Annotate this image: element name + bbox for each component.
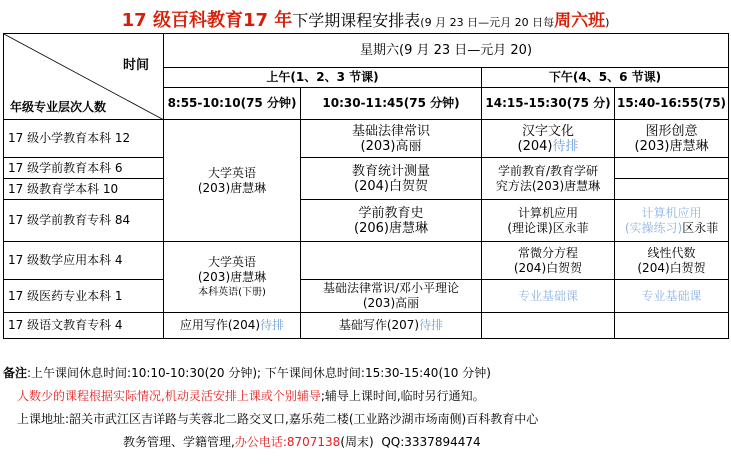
cell-empty-1 <box>615 158 729 179</box>
law-deng-course: 基础法律常识/邓小平理论 <box>322 281 460 295</box>
cell-english-b <box>164 242 301 313</box>
row-label-math: 17 级数学应用本科 4 <box>4 242 164 280</box>
cell-applied-writing <box>164 313 301 339</box>
applied-writing-course: 应用写作(204) <box>179 318 261 332</box>
cell-empty-4 <box>482 313 615 339</box>
morning-header: 上午(1、2、3 节课) <box>164 68 482 88</box>
english-b-note: 本科英语(下册) <box>198 286 266 298</box>
tutoring-note: ;辅导上课时间,临时另行通知。 <box>320 389 485 403</box>
title-every: 每 <box>543 16 555 29</box>
title-brand: 百科教育 <box>170 10 243 31</box>
cell-empty-5 <box>615 313 729 339</box>
slot-2: 10:30-11:45(75 分钟) <box>301 88 482 120</box>
cell-major-2: 专业基础课 <box>615 280 729 313</box>
row-label-medicine: 17 级医药专业本科 1 <box>4 280 164 313</box>
row-label-preschool-bachelor: 17 级学前教育本科 6 <box>4 158 164 179</box>
flexible-note: 人数少的课程根据实际情况,机动灵活安排上课或个别辅导 <box>17 389 321 403</box>
cell-basic-writing <box>301 313 482 339</box>
basic-writing-pending: 待排 <box>419 318 444 332</box>
cell-graphic <box>615 120 729 158</box>
day-header: 星期六(9 月 23 日—元月 20) <box>164 34 729 68</box>
title-middle: 下学期课程安排表 <box>292 11 421 30</box>
cell-empty-3 <box>301 242 482 280</box>
cell-major-1: 专业基础课 <box>482 280 615 313</box>
notes-label: 备注 <box>3 366 28 380</box>
cell-chinese <box>482 120 615 158</box>
row-label-chinese-edu: 17 级语文教育专科 4 <box>4 313 164 339</box>
cell-linalg <box>615 242 729 280</box>
applied-writing-pending: 待排 <box>260 318 285 332</box>
page-title <box>0 6 731 32</box>
chinese-pending: 待排 <box>552 138 579 154</box>
schedule-table <box>3 33 729 339</box>
row-label-education: 17 级教育学本科 10 <box>4 179 164 200</box>
slot-4: 15:40-16:55(75) <box>615 88 729 120</box>
corner-time-label: 时间 <box>122 58 149 73</box>
note-flexible <box>3 385 728 408</box>
english-a-teacher: (203)唐慧琳 <box>197 180 267 195</box>
note-address: 上课地址:韶关市武江区吉详路与芙蓉北二路交叉口,嘉乐苑二楼(工业路沙湖市场南侧)百科教育中心 <box>17 412 539 426</box>
stats-teacher: (204)白贺贺 <box>354 178 428 194</box>
phone-label: 办公电话: <box>234 435 287 449</box>
law-deng-teacher: (203)高丽 <box>362 296 420 310</box>
break-times: :上午课间休息时间:10:10-10:30(20 分钟); 下午课间休息时间:15:30-15:40(10 分钟) <box>27 366 491 380</box>
diffeq-course: 常微分方程 <box>517 245 578 260</box>
row-label-primary: 17 级小学教育本科 12 <box>4 120 164 158</box>
cell-english-a <box>164 120 301 242</box>
law-course: 基础法律常识 <box>351 123 430 139</box>
management-label: 教务管理、学籍管理, <box>123 435 235 449</box>
note-breaks <box>3 362 728 385</box>
chinese-room: (204) <box>517 138 553 154</box>
cell-law-deng <box>301 280 482 313</box>
cell-computer-practice <box>615 200 729 242</box>
law-teacher: (203)高丽 <box>360 138 422 154</box>
title-range: (9 月 23 日—元月 20 日 <box>420 16 544 29</box>
basic-writing-course: 基础写作(207) <box>338 318 420 332</box>
english-a-course: 大学英语 <box>207 165 256 180</box>
computer-practice-note: (实操练习) <box>624 220 683 235</box>
cell-stats <box>301 158 482 200</box>
research-course: 学前教育/教育学研 <box>497 163 599 178</box>
cell-preschool-history <box>301 200 482 242</box>
computer-practice-course: 计算机应用 <box>641 205 702 220</box>
linalg-teacher: (204)白贺贺 <box>637 260 706 275</box>
corner-header <box>4 34 164 120</box>
preschool-history-course: 学前教育史 <box>358 205 424 221</box>
cell-diffeq <box>482 242 615 280</box>
cell-law <box>301 120 482 158</box>
afternoon-header: 下午(4、5、6 节课) <box>482 68 729 88</box>
diffeq-teacher: (204)白贺贺 <box>513 260 583 275</box>
cell-research <box>482 158 615 200</box>
stats-course: 教育统计测量 <box>351 163 430 179</box>
title-year: 17 年 <box>242 10 293 31</box>
corner-level-label: 年级专业层次人数 <box>10 100 107 114</box>
research-teacher: 究方法(203)唐慧琳 <box>495 178 601 193</box>
graphic-teacher: (203)唐慧琳 <box>634 138 709 154</box>
computer-course: 计算机应用 <box>517 205 578 220</box>
phone-note: (周末) <box>340 435 374 449</box>
title-day-class: 周六班 <box>554 11 606 31</box>
preschool-history-teacher: (206)唐慧琳 <box>354 220 428 236</box>
row-label-preschool-college: 17 级学前教育专科 84 <box>4 200 164 242</box>
phone-number: 8707138 <box>286 435 341 449</box>
note-contact <box>3 431 728 454</box>
linalg-course: 线性代数 <box>647 245 696 260</box>
english-b-course: 大学英语 <box>207 254 256 269</box>
slot-3: 14:15-15:30(75 分) <box>482 88 615 120</box>
title-prefix: 17 级 <box>121 10 171 31</box>
computer-teacher: (理论课)区永菲 <box>507 220 589 235</box>
cell-empty-2 <box>615 179 729 200</box>
slot-1: 8:55-10:10(75 分钟) <box>164 88 301 120</box>
chinese-course: 汉字文化 <box>521 123 574 139</box>
title-close: ) <box>605 16 610 29</box>
graphic-course: 图形创意 <box>645 123 698 139</box>
notes-section <box>3 362 728 454</box>
english-b-teacher: (203)唐慧琳 <box>197 269 267 284</box>
qq-number: QQ:3337894474 <box>381 435 481 449</box>
cell-computer <box>482 200 615 242</box>
computer-practice-teacher: 区永菲 <box>682 220 719 235</box>
